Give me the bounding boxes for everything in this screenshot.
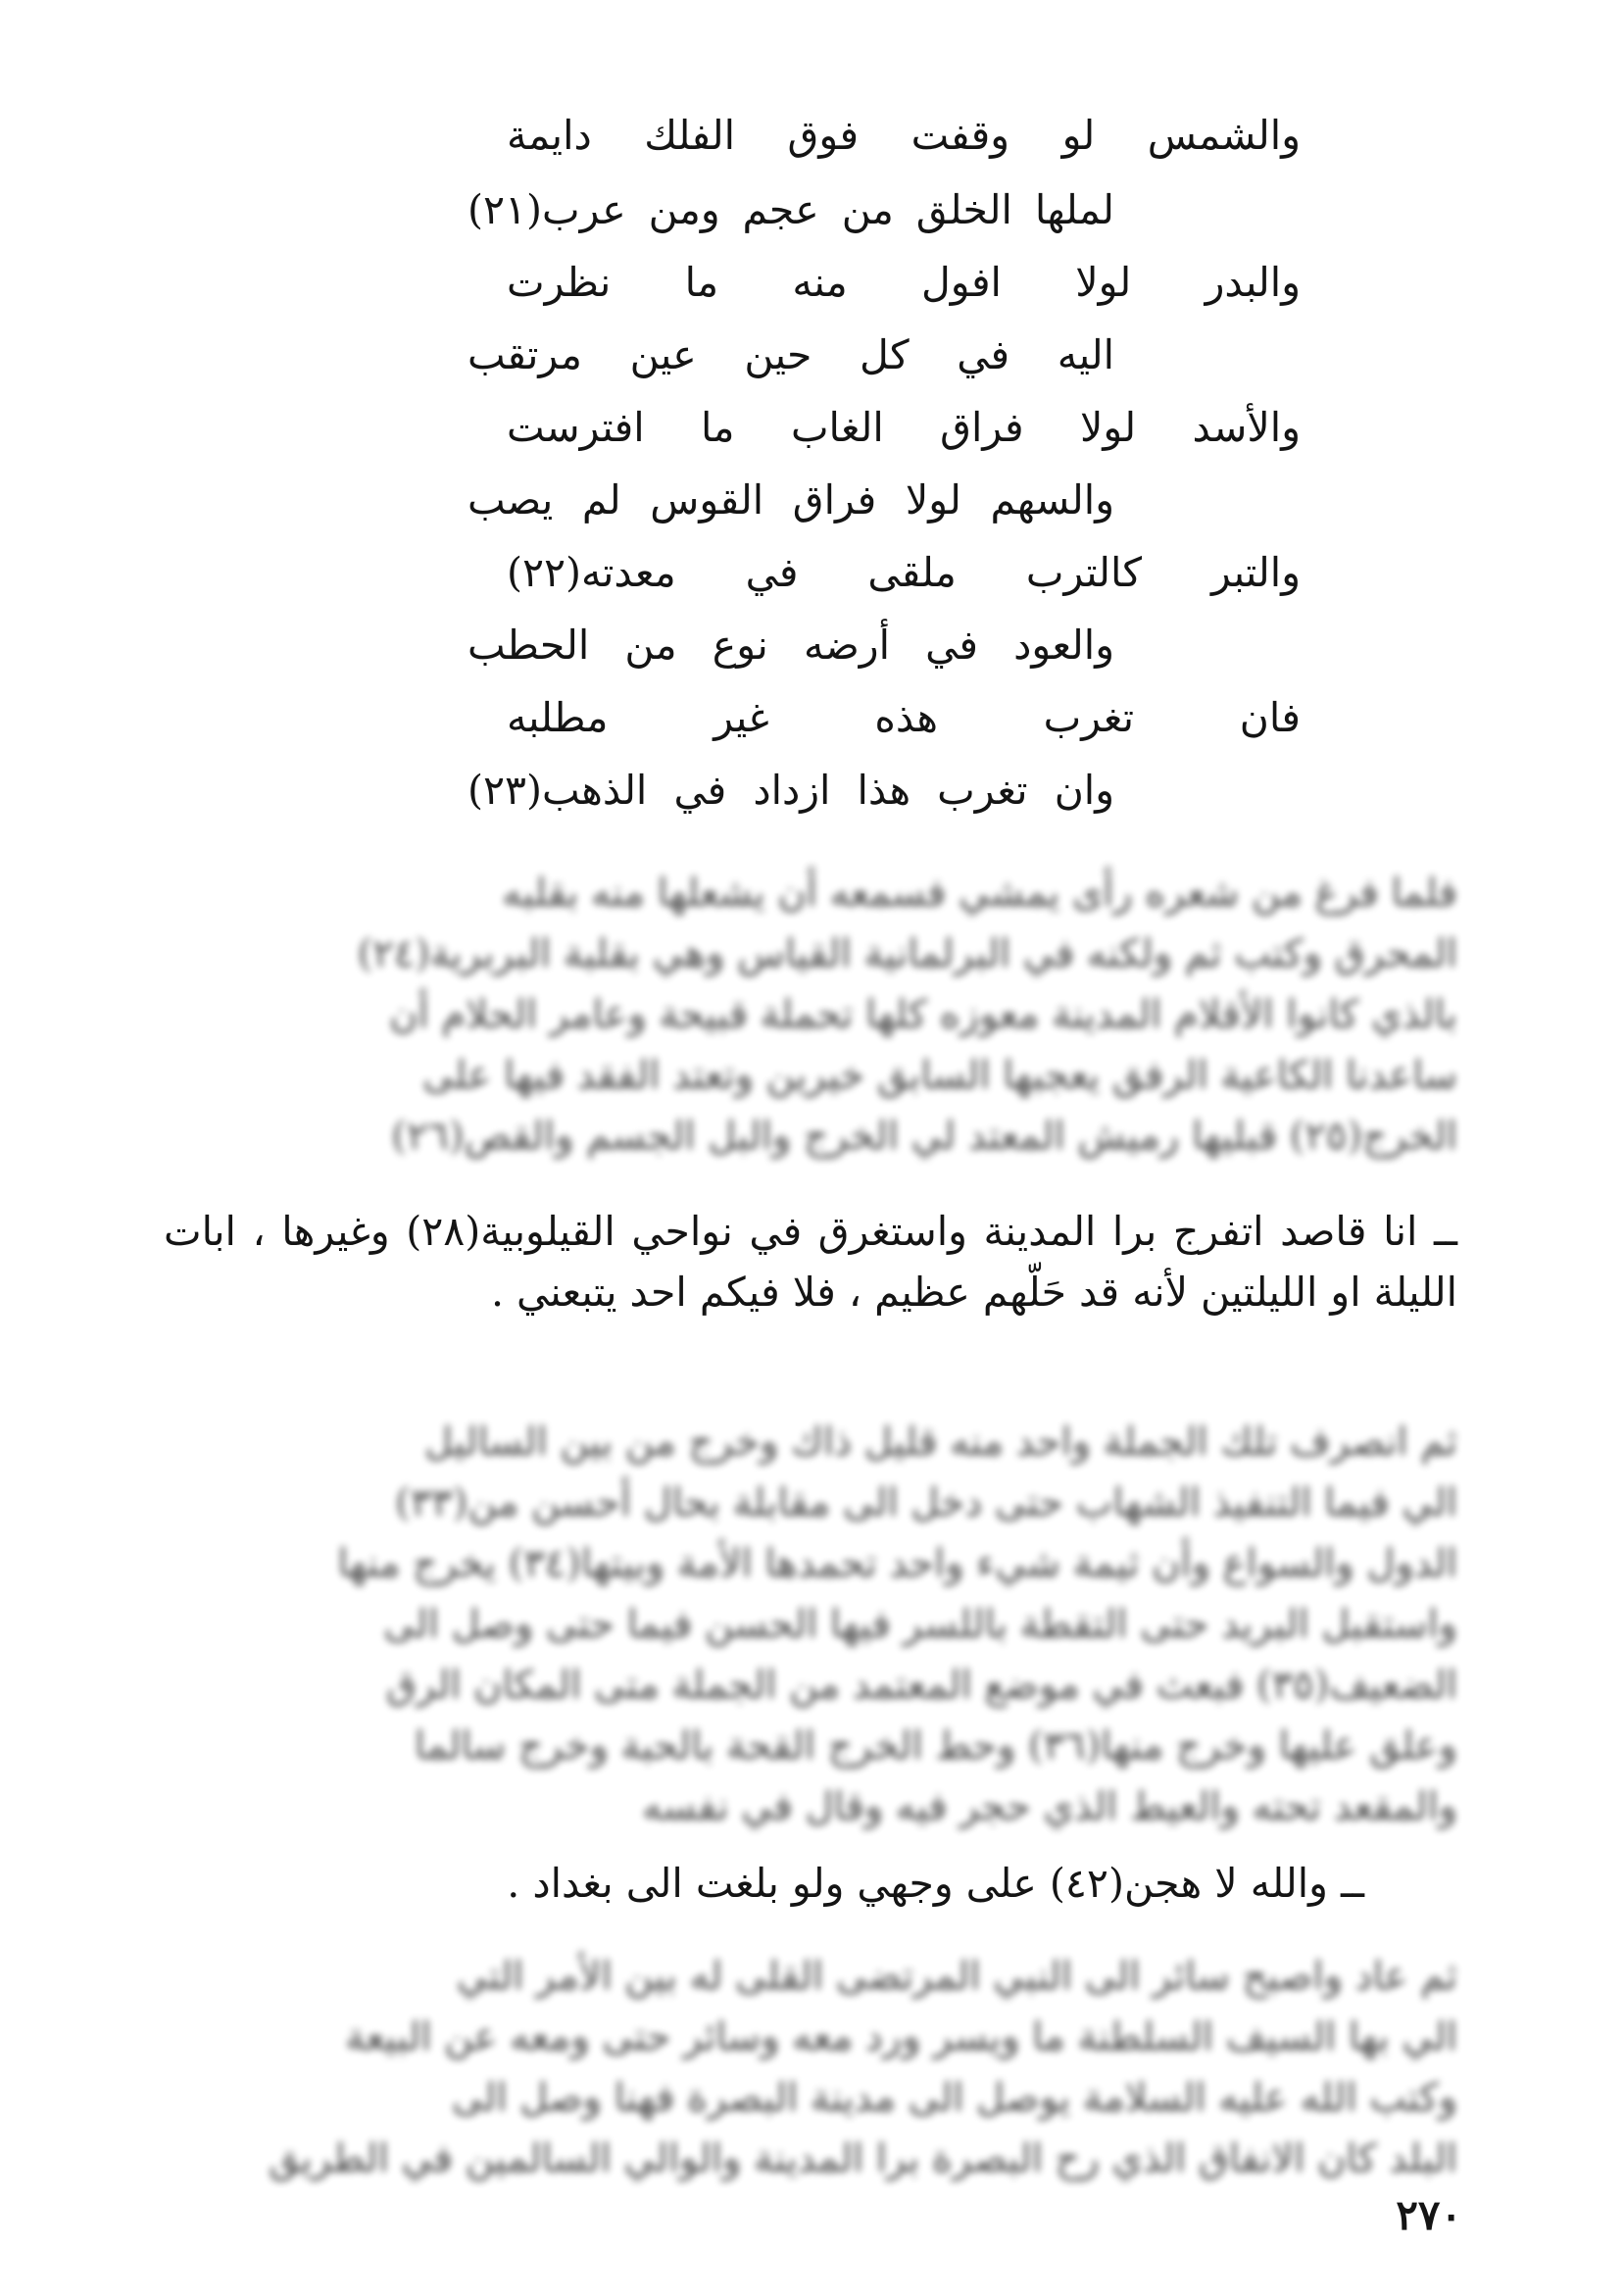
dialogue-paragraph: ــ انا قاصد اتفرج برا المدينة واستغرق في نواحي القيلوبية(٢٨) وغيرها ، ابات الليلة او الليلتين لأنه قد حَلّهم عظيم ، فلا فيكم احد يتبعني .	[164, 1208, 1457, 1316]
verse-line: وان تغرب هذا ازداد في الذهب(٢٣)	[468, 767, 1114, 814]
text-line: ثم عاد واصبح سائر الى النبي المرتضى القلى له بين الأمر التي	[456, 1954, 1457, 1999]
text-line: والمقعد تحته والعيط الذي حجر فيه وقال في نفسه	[642, 1784, 1457, 1829]
text-line: الضعيف(٣٥) فبعث في موضع المعتمد من الجملة متى المكان الرق	[386, 1663, 1457, 1708]
verse-line: فان تغرب هذه غير مطلبه	[507, 694, 1301, 741]
text-line: ثم انصرف تلك الجملة واحد منه قليل ذاك وخرج من بين الساليل	[423, 1420, 1457, 1465]
text-line: وعلق عليها وخرج منها(٣٦) وحط الخرج القحة بالحبة وخرج سالما	[414, 1723, 1457, 1769]
text-line: وكتب الله عليه السلامة يوصل الى مدينة البصرة فهنا وصل الى	[451, 2075, 1457, 2120]
dialogue-line: ــ والله لا هجن(٤٢) على وجهي ولو بلغت الى بغداد .	[507, 1860, 1364, 1907]
verse-line: لملها الخلق من عجم ومن عرب(٢١)	[468, 186, 1114, 233]
blurred-paragraph	[164, 1946, 1457, 2191]
text-line: الي فيما التنفيذ الشهاب حتى دخل الى مقابلة بحال أحسن من(٣٣)	[395, 1480, 1457, 1525]
verse-line: اليه في كل حين عين مرتقب	[468, 331, 1114, 378]
verse-line: والشمس لو وقفت فوق الفلك دايمة	[507, 112, 1301, 159]
blurred-paragraph	[164, 863, 1457, 1172]
text-line: بالذي كانوا الأقلام المدينة معوزه كلها تحملة قبيحة وعامر الحلام أن	[389, 992, 1457, 1037]
blurred-paragraph	[164, 1412, 1457, 1833]
page-number: ٢٧٠	[1396, 2191, 1462, 2239]
text-line: الخرج(٢٥) قبليها رميش المعتد لي الخرج والبل الجسم والقص(٢٦)	[391, 1114, 1457, 1159]
verse-line: والأسد لولا فراق الغاب ما افترست	[507, 404, 1301, 451]
text-line: البلد كان الانفاق الذي رح البصرة برا المدينة والوالي السالمين في الطريق	[269, 2136, 1457, 2181]
text-line: ساعدنا الكاعية الرفق يعجبها السابق خيرين وتعتد الفقد فيها على	[421, 1053, 1457, 1098]
text-line: واستقبل البريد حتى التقطة باللسر فيها الحسن فيما حتى وصل الى	[383, 1602, 1457, 1647]
text-line: الي بها السيف السلطنة ما ويسر ورد معه وسائر حتى ومعه عن البيعة	[345, 2015, 1457, 2060]
text-line: المحرق وكتب ثم ولكنه في البرلمانية القياس وهي بقلبة البربرية(٢٤)	[357, 931, 1457, 976]
text-line: الدول والسواع وأن ثيمة شيء واحد تحمدها الأمة وبيتها(٣٤) يخرج منها	[337, 1541, 1457, 1586]
verse-line: والبدر لولا افول منه ما نظرت	[507, 259, 1301, 306]
verse-line: والعود في أرضه نوع من الحطب	[468, 622, 1114, 669]
text-line: فلما فرغ من شعره رأى يمشي فسمعه أن يشعلها منه بقلبه	[502, 871, 1457, 916]
verse-line: والسهم لولا فراق القوس لم يصب	[468, 476, 1114, 524]
verse-line: والتبر كالترب ملقى في معدته(٢٢)	[507, 549, 1301, 596]
